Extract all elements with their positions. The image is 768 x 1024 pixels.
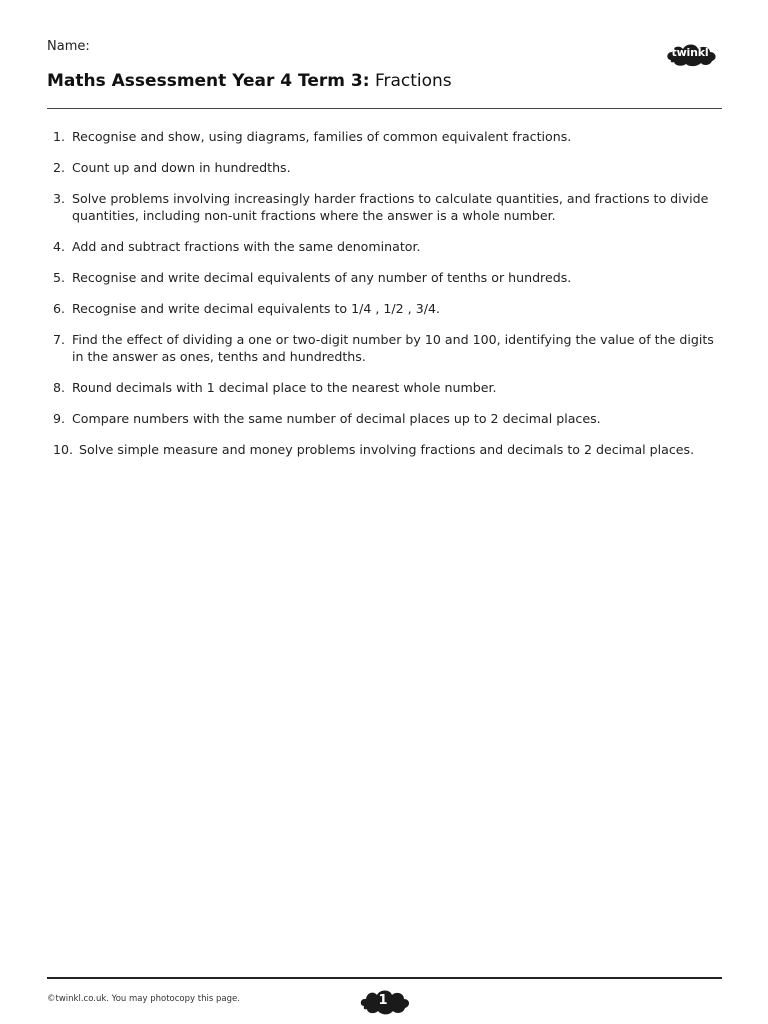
item-text: Solve problems involving increasingly harder fractions to calculate quantities, and fractions to divide quantities, including non-unit fractions where the answer is a whole number. — [72, 191, 709, 223]
header-divider — [47, 108, 722, 109]
item-number: 1. — [53, 129, 66, 144]
item-number: 10. — [53, 442, 74, 457]
list-item — [47, 379, 727, 396]
list-item — [47, 300, 727, 317]
twinkl-logo — [665, 40, 719, 70]
title-topic: Fractions — [374, 71, 452, 91]
item-number: 9. — [53, 411, 66, 426]
item-number: 7. — [53, 332, 66, 347]
item-text: Solve simple measure and money problems involving fractions and decimals to 2 decimal places. — [79, 442, 695, 457]
objectives-list — [47, 128, 727, 472]
list-item — [47, 128, 727, 145]
item-text: Recognise and write decimal equivalents of any number of tenths or hundreds. — [72, 270, 572, 285]
item-number: 2. — [53, 160, 66, 175]
copyright-text: ©twinkl.co.uk. You may photocopy this page. — [47, 994, 240, 1004]
logo-text: twinkl — [671, 46, 709, 59]
list-item — [47, 159, 727, 176]
item-text: Find the effect of dividing a one or two-digit number by 10 and 100, identifying the value of the digits in the answer as ones, tenths and hundredths. — [72, 332, 714, 364]
footer-divider — [47, 977, 722, 979]
page-title — [47, 71, 452, 91]
item-text: Compare numbers with the same number of decimal places up to 2 decimal places. — [72, 411, 601, 426]
item-number: 6. — [53, 301, 66, 316]
list-item — [47, 441, 727, 458]
item-text: Add and subtract fractions with the same denominator. — [72, 239, 421, 254]
list-item — [47, 269, 727, 286]
item-number: 3. — [53, 191, 66, 206]
list-item — [47, 410, 727, 427]
item-number: 8. — [53, 380, 66, 395]
list-item — [47, 238, 727, 255]
name-label: Name: — [47, 39, 90, 54]
item-number: 5. — [53, 270, 66, 285]
page-number-badge — [358, 986, 412, 1018]
page-number: 1 — [378, 993, 388, 1008]
list-item — [47, 331, 727, 365]
list-item — [47, 190, 727, 224]
title-main: Maths Assessment Year 4 Term 3: — [47, 71, 370, 91]
item-text: Recognise and show, using diagrams, families of common equivalent fractions. — [72, 129, 572, 144]
item-text: Recognise and write decimal equivalents to 1/4 , 1/2 , 3/4. — [72, 301, 440, 316]
item-number: 4. — [53, 239, 66, 254]
item-text: Round decimals with 1 decimal place to the nearest whole number. — [72, 380, 497, 395]
item-text: Count up and down in hundredths. — [72, 160, 291, 175]
